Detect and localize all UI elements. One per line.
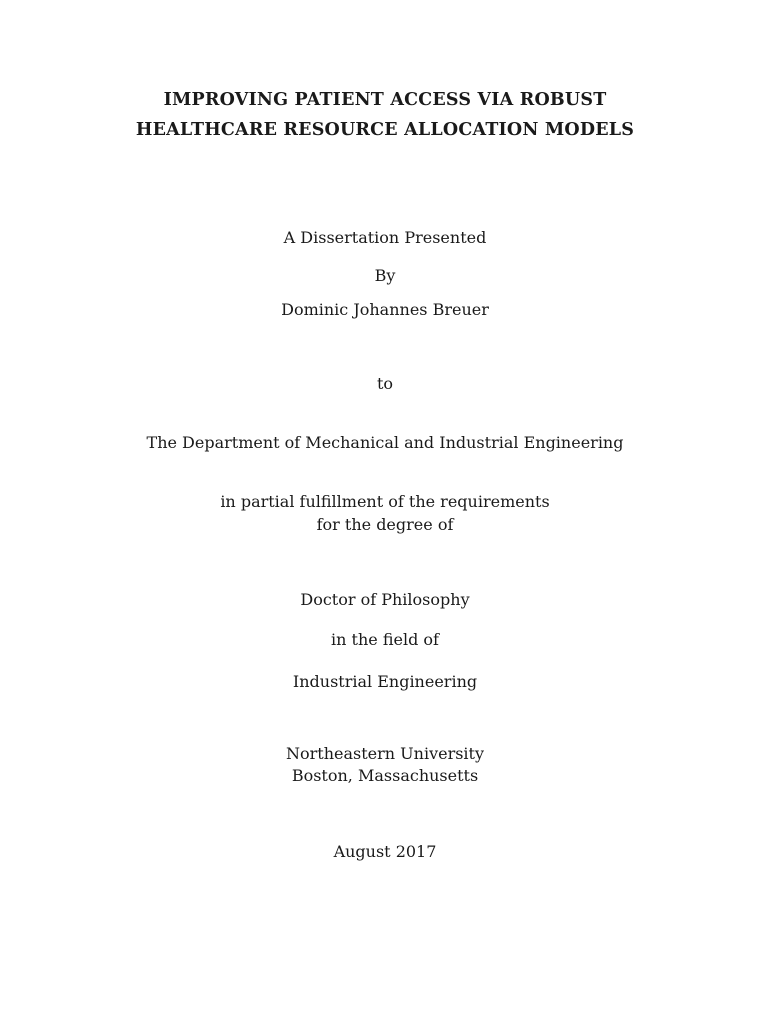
to-label: to: [376, 374, 394, 393]
field-name: Industrial Engineering: [292, 672, 478, 691]
dissertation-title-line-1: IMPROVING PATIENT ACCESS VIA ROBUST: [163, 90, 607, 110]
dissertation-title-line-2: HEALTHCARE RESOURCE ALLOCATION MODELS: [135, 120, 635, 140]
university-location: Boston, Massachusetts: [291, 766, 479, 785]
field-intro: in the field of: [331, 630, 439, 649]
author-name: Dominic Johannes Breuer: [281, 300, 489, 319]
submission-date: August 2017: [333, 842, 437, 861]
presented-statement: A Dissertation Presented: [283, 228, 487, 247]
fulfillment-line-2: for the degree of: [316, 515, 454, 534]
by-label: By: [374, 266, 396, 285]
degree-name: Doctor of Philosophy: [300, 590, 470, 609]
university-name: Northeastern University: [285, 744, 485, 763]
fulfillment-line-1: in partial fulfillment of the requirements: [220, 492, 550, 511]
department-name: The Department of Mechanical and Industrial Engineering: [146, 433, 624, 452]
